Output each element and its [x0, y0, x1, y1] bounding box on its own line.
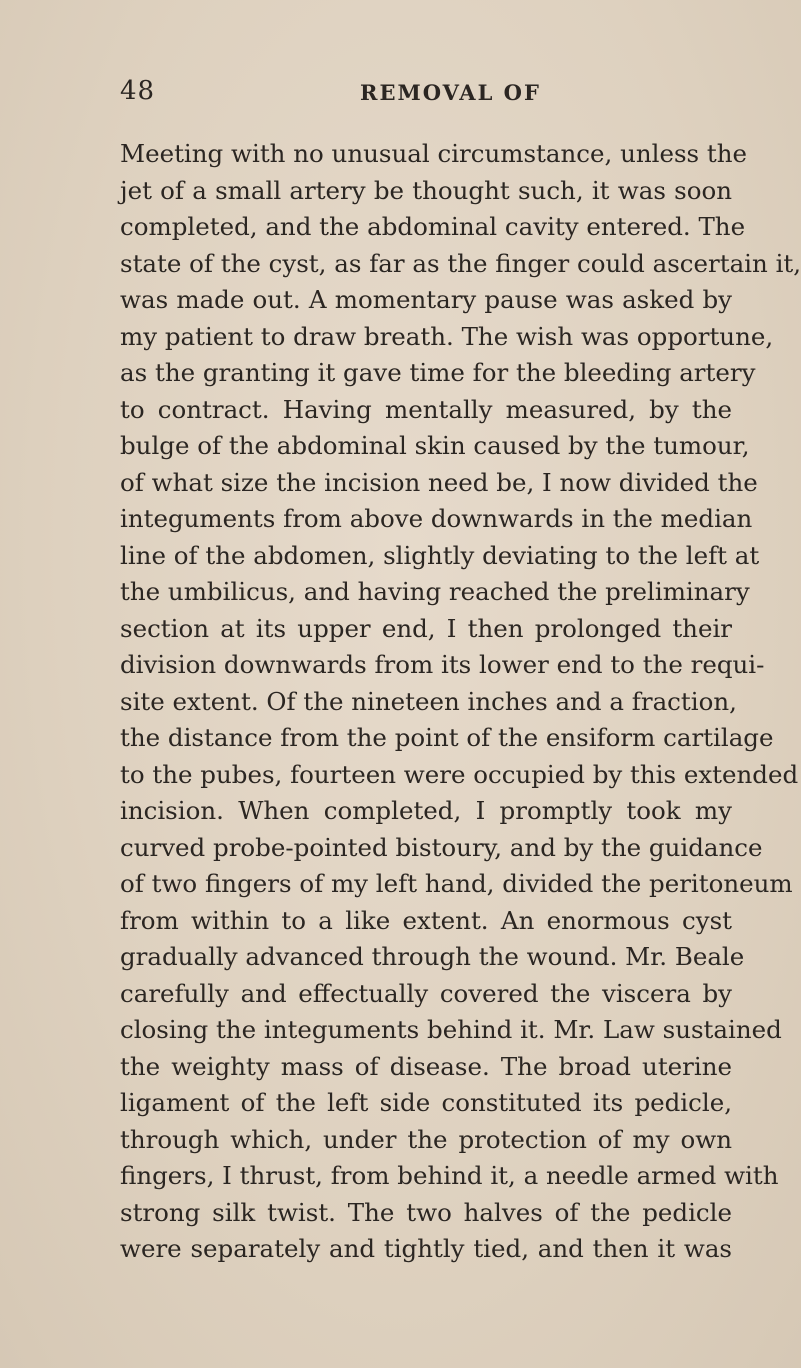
text-line: as the granting it gave time for the bleeding artery: [120, 358, 756, 387]
page-number: 48: [120, 76, 156, 106]
text-line: was made out. A momentary pause was asked by: [120, 285, 732, 314]
text-line: were separately and tightly tied, and then it was: [120, 1234, 732, 1263]
text-line: fingers, I thrust, from behind it, a needle armed with: [120, 1161, 779, 1190]
text-line: bulge of the abdominal skin caused by the tumour,: [120, 431, 750, 460]
text-line: state of the cyst, as far as the finger could ascertain it,: [120, 248, 801, 278]
text-line: from within to a like extent. An enormous cyst: [120, 905, 732, 935]
text-line: curved probe-pointed bistoury, and by the guidance: [120, 832, 763, 862]
text-line: incision. When completed, I promptly took my: [120, 796, 732, 825]
body-text: [120, 136, 801, 1268]
text-line: ligament of the left side constituted its pedicle,: [120, 1088, 732, 1117]
text-line: integuments from above downwards in the median: [120, 504, 753, 533]
text-line: strong silk twist. The two halves of the pedicle: [120, 1197, 732, 1227]
text-line: gradually advanced through the wound. Mr. Beale: [120, 942, 745, 971]
text-line: line of the abdomen, slightly deviating to the left at: [120, 540, 760, 570]
text-line: division downwards from its lower end to the requi-: [120, 650, 765, 679]
text-line: to contract. Having mentally measured, by the: [120, 394, 732, 424]
text-line: the umbilicus, and having reached the preliminary: [120, 577, 750, 606]
text-line: site extent. Of the nineteen inches and a fraction,: [120, 686, 737, 716]
text-line: closing the integuments behind it. Mr. Law sustained: [120, 1015, 782, 1044]
text-line: carefully and effectually covered the viscera by: [120, 978, 732, 1008]
text-line: to the pubes, fourteen were occupied by this extended: [120, 759, 799, 789]
text-line: of what size the incision need be, I now divided the: [120, 467, 758, 497]
text-line: the weighty mass of disease. The broad uterine: [120, 1051, 732, 1081]
text-line: section at its upper end, I then prolonged their: [120, 613, 732, 643]
text-line: completed, and the abdominal cavity entered. The: [120, 212, 746, 241]
text-line: my patient to draw breath. The wish was opportune,: [120, 321, 774, 351]
text-line: jet of a small artery be thought such, it was soon: [120, 175, 732, 205]
text-line: of two fingers of my left hand, divided the peritoneum: [120, 869, 793, 898]
text-line: the distance from the point of the ensiform cartilage: [120, 723, 774, 752]
page-header: [120, 76, 732, 116]
text-line: through which, under the protection of my own: [120, 1124, 732, 1154]
running-head: REMOVAL OF: [360, 80, 541, 105]
text-line: Meeting with no unusual circumstance, unless the: [120, 139, 748, 168]
